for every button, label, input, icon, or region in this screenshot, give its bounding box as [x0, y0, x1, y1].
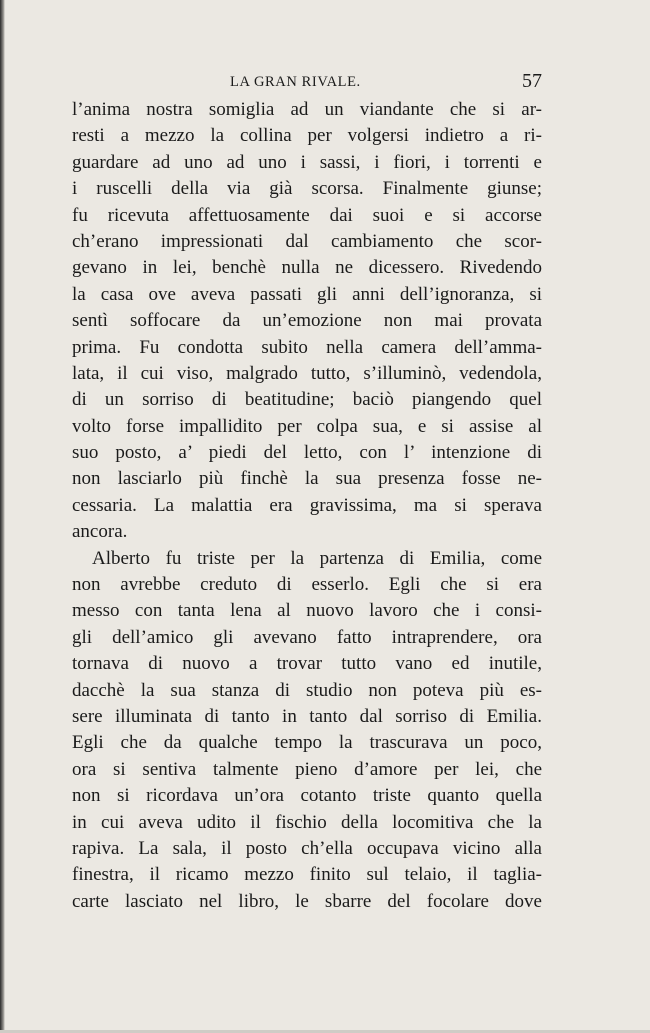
running-title: LA GRAN RIVALE.: [230, 74, 361, 90]
text-line: suo posto, a’ piedi del letto, con l’ intenzione di: [72, 442, 542, 464]
text-line: tornava di nuovo a trovar tutto vano ed inutile,: [72, 653, 542, 675]
text-line: carte lasciato nel libro, le sbarre del focolare dove: [72, 890, 542, 912]
text-line: sentì soffocare da un’emozione non mai provata: [72, 310, 542, 332]
page-spine-shadow: [0, 0, 5, 1033]
text-line: finestra, il ricamo mezzo finito sul telaio, il taglia-: [72, 864, 542, 886]
text-line: di un sorriso di beatitudine; baciò piangendo quel: [72, 389, 542, 411]
text-line: cessaria. La malattia era gravissima, ma si sperava: [72, 494, 542, 516]
text-line: gli dell’amico gli avevano fatto intraprendere, ora: [72, 626, 542, 648]
text-line: l’anima nostra somiglia ad un viandante che si ar-: [72, 99, 542, 120]
text-line: ora si sentiva talmente pieno d’amore per lei, che: [72, 758, 542, 780]
text-line: in cui aveva udito il fischio della locomitiva che la: [72, 811, 542, 833]
text-line: sere illuminata di tanto in tanto dal sorriso di Emilia.: [72, 705, 542, 727]
text-line: gevano in lei, benchè nulla ne dicessero. Rivedendo: [72, 257, 542, 279]
text-line: messo con tanta lena al nuovo lavoro che i consi-: [72, 600, 542, 622]
page-header: [70, 70, 542, 94]
text-line: lata, il cui viso, malgrado tutto, s’illuminò, vedendola,: [72, 362, 542, 384]
text-line: la casa ove aveva passati gli anni dell’ignoranza, si: [72, 283, 542, 305]
text-line: fu ricevuta affettuosamente dai suoi e si accorse: [72, 204, 542, 226]
text-line: rapiva. La sala, il posto ch’ella occupava vicino alla: [72, 837, 542, 859]
text-line: non avrebbe creduto di esserlo. Egli che si era: [72, 574, 542, 596]
page-number: 57: [522, 70, 542, 92]
text-line: prima. Fu condotta subito nella camera dell’amma-: [72, 336, 542, 358]
text-line: non lasciarlo più finchè la sua presenza fosse ne-: [72, 468, 542, 490]
text-line: i ruscelli della via già scorsa. Finalmente giunse;: [72, 178, 542, 200]
text-line: non si ricordava un’ora cotanto triste quanto quella: [72, 785, 542, 807]
paragraph-first-line: Alberto fu triste per la partenza di Emilia, come: [92, 547, 542, 569]
text-line: guardare ad uno ad uno i sassi, i fiori, i torrenti e: [72, 151, 542, 173]
text-line: ch’erano impressionati dal cambiamento che scor-: [72, 230, 542, 252]
paragraph-end-line: ancora.: [72, 521, 128, 543]
text-line: volto forse impallidito per colpa sua, e si assise al: [72, 415, 542, 437]
body-text: [72, 97, 542, 915]
text-line: dacchè la sua stanza di studio non poteva più es-: [72, 679, 542, 701]
text-line: resti a mezzo la collina per volgersi indietro a ri-: [72, 125, 542, 147]
text-line: Egli che da qualche tempo la trascurava un poco,: [72, 732, 542, 754]
